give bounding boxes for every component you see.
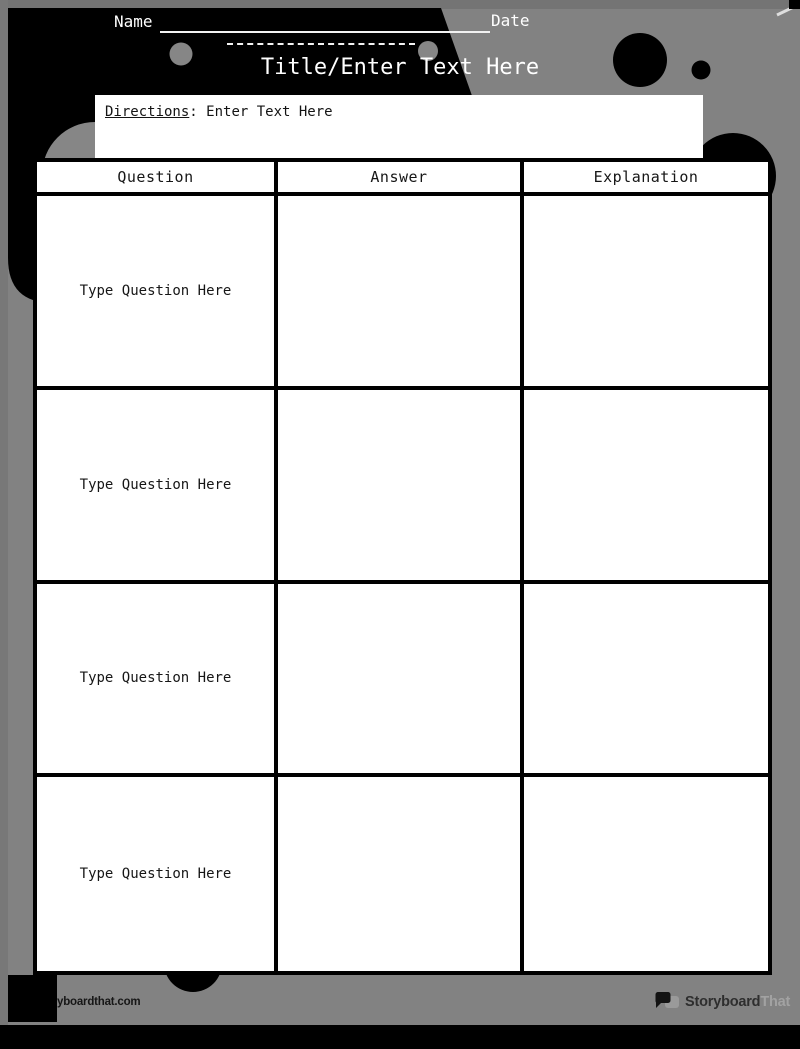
answer-cell[interactable] bbox=[278, 390, 524, 584]
answer-cell[interactable] bbox=[278, 777, 524, 971]
date-label: Date bbox=[491, 11, 530, 30]
explanation-cell[interactable] bbox=[524, 390, 768, 584]
speech-bubbles-icon bbox=[655, 991, 681, 1013]
answer-cell[interactable] bbox=[278, 196, 524, 390]
name-label: Name bbox=[114, 12, 153, 31]
explanation-cell[interactable] bbox=[524, 584, 768, 778]
storyboardthat-logo bbox=[655, 991, 790, 1013]
question-cell[interactable]: Type Question Here bbox=[37, 777, 278, 971]
question-cell[interactable]: Type Question Here bbox=[37, 390, 278, 584]
worksheet-title-placeholder[interactable]: Title/Enter Text Here bbox=[260, 55, 540, 80]
column-header-answer: Answer bbox=[278, 162, 524, 196]
explanation-cell[interactable] bbox=[524, 196, 768, 390]
title-fill-in-line[interactable] bbox=[227, 43, 415, 45]
directions-placeholder[interactable]: : Enter Text Here bbox=[189, 104, 333, 120]
directions-box[interactable] bbox=[95, 95, 703, 158]
answer-cell[interactable] bbox=[278, 584, 524, 778]
question-cell[interactable]: Type Question Here bbox=[37, 196, 278, 390]
name-fill-in-line[interactable] bbox=[160, 13, 490, 33]
bottom-black-bar bbox=[0, 1025, 800, 1049]
column-header-explanation: Explanation bbox=[524, 162, 768, 196]
question-cell[interactable]: Type Question Here bbox=[37, 584, 278, 778]
column-header-question: Question bbox=[37, 162, 278, 196]
watermark-url: yboardthat.com bbox=[57, 996, 141, 1008]
logo-text-primary: Storyboard bbox=[685, 994, 761, 1010]
qa-table bbox=[33, 158, 772, 975]
bottom-left-black-block bbox=[8, 975, 57, 1022]
directions-label: Directions bbox=[105, 104, 190, 120]
logo-text-secondary: That bbox=[760, 994, 791, 1010]
corner-black-mark bbox=[789, 0, 800, 9]
explanation-cell[interactable] bbox=[524, 777, 768, 971]
